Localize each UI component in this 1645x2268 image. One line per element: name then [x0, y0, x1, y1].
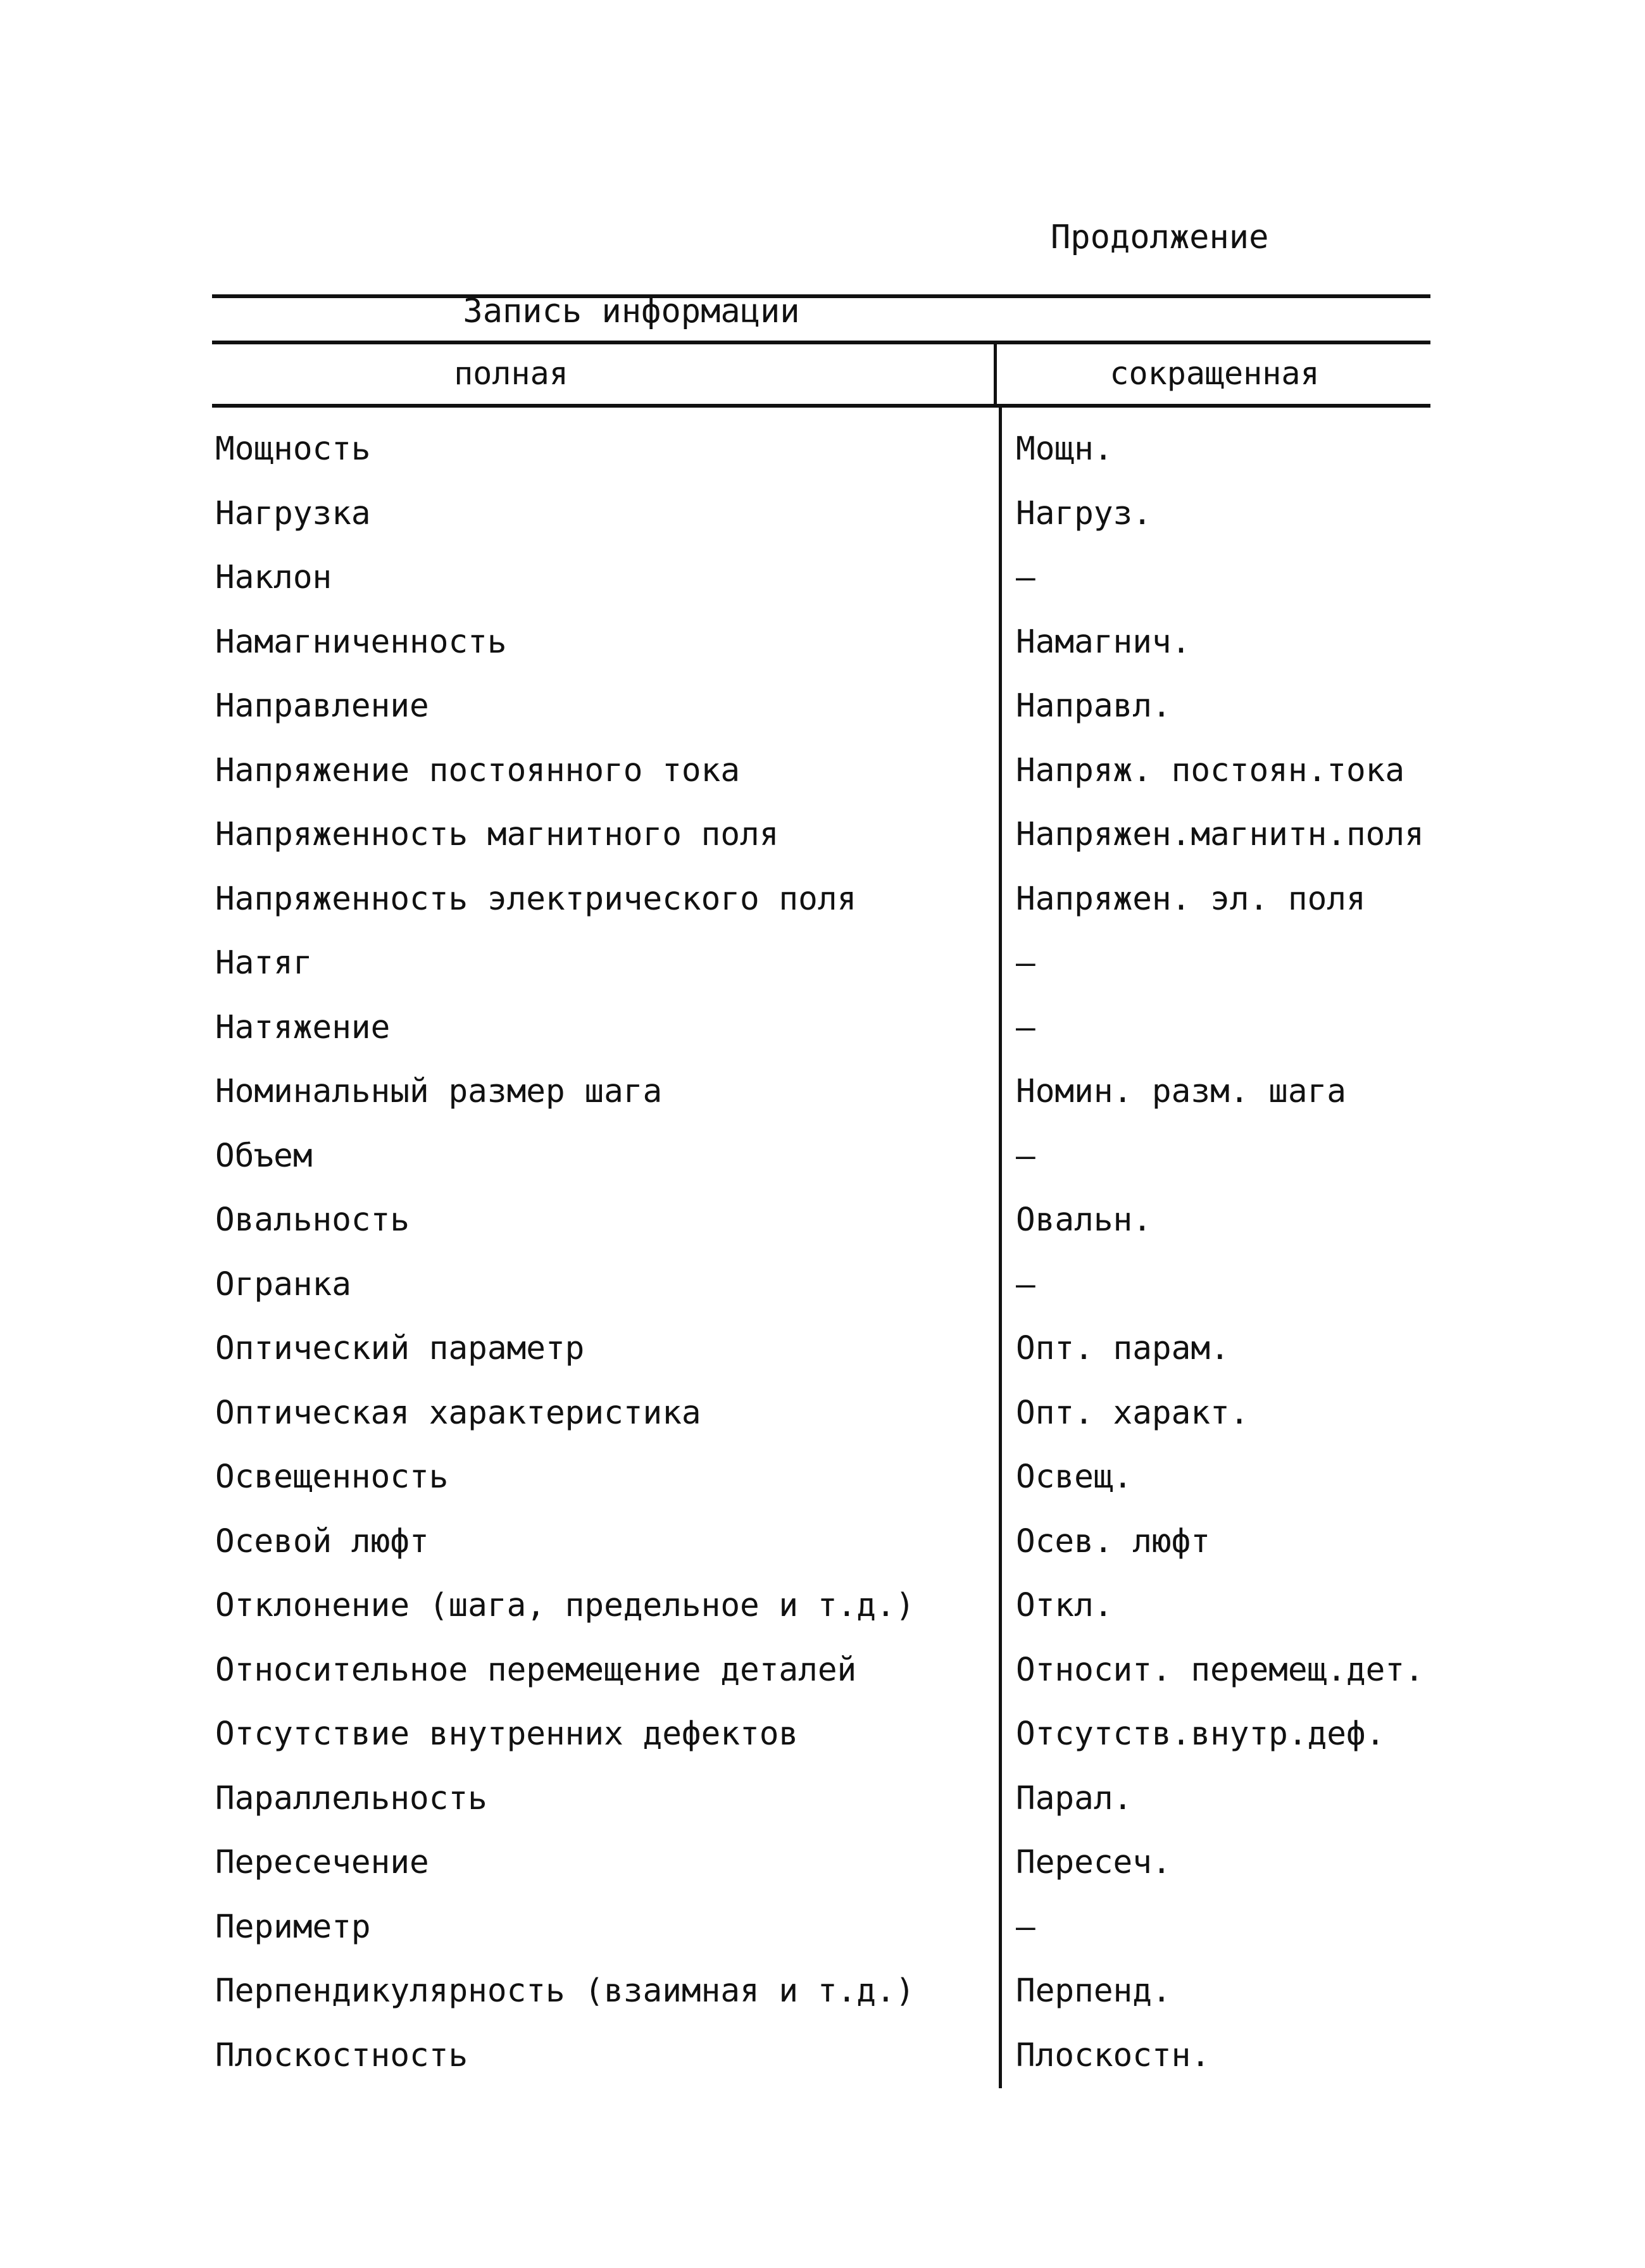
table-row	[0, 430, 1645, 495]
table-row	[0, 1780, 1645, 1845]
table-row	[0, 1458, 1645, 1523]
cell-full: Напряженность электрического поля	[215, 880, 857, 918]
cell-full: Оптический параметр	[215, 1330, 585, 1367]
cell-short: Парал.	[1016, 1779, 1133, 1817]
table-row	[0, 1394, 1645, 1459]
table-row	[0, 1201, 1645, 1266]
cell-full: Натяг	[215, 944, 313, 982]
cell-full: Направление	[215, 687, 429, 725]
table-body	[0, 430, 1645, 2101]
cell-short: Напряж. постоян.тока	[1016, 751, 1405, 789]
table-row	[0, 495, 1645, 560]
header-column-divider	[994, 341, 997, 408]
table-row	[0, 1073, 1645, 1137]
cell-short: –	[1016, 944, 1035, 982]
table-caption: Запись информации	[463, 292, 800, 330]
cell-full: Параллельность	[215, 1779, 487, 1817]
cell-full: Напряженность магнитного поля	[215, 816, 779, 853]
cell-full: Огранка	[215, 1265, 351, 1303]
cell-short: –	[1016, 1908, 1035, 1946]
caption-divider-rule	[212, 341, 1430, 344]
table-row	[0, 1266, 1645, 1331]
cell-short: Номин. разм. шага	[1016, 1073, 1346, 1110]
table-row	[0, 687, 1645, 752]
cell-short: Осев. люфт	[1016, 1522, 1211, 1560]
table-row	[0, 1137, 1645, 1202]
cell-short: –	[1016, 1137, 1035, 1175]
table-row	[0, 1651, 1645, 1716]
cell-short: Пересеч.	[1016, 1844, 1172, 1881]
table-row	[0, 880, 1645, 945]
cell-full: Намагниченность	[215, 623, 507, 661]
column-header-short: сокращенная	[1110, 355, 1320, 392]
cell-short: Напряжен. эл. поля	[1016, 880, 1366, 918]
table-row	[0, 2037, 1645, 2102]
cell-short: Овальн.	[1016, 1201, 1152, 1239]
cell-short: –	[1016, 1265, 1035, 1303]
cell-short: Перпенд.	[1016, 1972, 1172, 2010]
cell-short: –	[1016, 559, 1035, 596]
cell-short: Отсутств.внутр.деф.	[1016, 1715, 1385, 1753]
cell-full: Объем	[215, 1137, 313, 1175]
table-row	[0, 1908, 1645, 1973]
cell-full: Отсутствие внутренних дефектов	[215, 1715, 799, 1753]
cell-short: Освещ.	[1016, 1458, 1133, 1496]
cell-short: Плоскостн.	[1016, 2036, 1211, 2074]
cell-short: Опт. характ.	[1016, 1394, 1249, 1432]
cell-full: Оптическая характеристика	[215, 1394, 701, 1432]
cell-full: Освещенность	[215, 1458, 449, 1496]
table-row	[0, 816, 1645, 880]
cell-short: Напряжен.магнитн.поля	[1016, 816, 1424, 853]
table-row	[0, 1972, 1645, 2037]
header-bottom-rule	[212, 404, 1430, 408]
cell-full: Мощность	[215, 430, 371, 468]
cell-short: Опт. парам.	[1016, 1330, 1230, 1367]
table-row	[0, 752, 1645, 817]
table-row	[0, 559, 1645, 623]
cell-short: Направл.	[1016, 687, 1172, 725]
cell-short: Намагнич.	[1016, 623, 1191, 661]
cell-short: Откл.	[1016, 1587, 1113, 1624]
cell-full: Нагрузка	[215, 494, 371, 532]
cell-short: Нагруз.	[1016, 494, 1152, 532]
continuation-label: Продолжение	[1051, 218, 1269, 256]
cell-full: Отклонение (шага, предельное и т.д.)	[215, 1587, 915, 1624]
cell-full: Периметр	[215, 1908, 371, 1946]
table-row	[0, 944, 1645, 1009]
table-row	[0, 1009, 1645, 1074]
table-row	[0, 623, 1645, 688]
table-row	[0, 1330, 1645, 1394]
cell-full: Перпендикулярность (взаимная и т.д.)	[215, 1972, 915, 2010]
cell-full: Номинальный размер шага	[215, 1073, 663, 1110]
cell-full: Пересечение	[215, 1844, 429, 1881]
cell-full: Натяжение	[215, 1008, 391, 1046]
cell-full: Напряжение постоянного тока	[215, 751, 741, 789]
cell-short: Мощн.	[1016, 430, 1113, 468]
table-row	[0, 1587, 1645, 1651]
cell-full: Осевой люфт	[215, 1522, 429, 1560]
cell-short: Относит. перемещ.дет.	[1016, 1651, 1424, 1689]
cell-full: Наклон	[215, 559, 332, 596]
table-row	[0, 1844, 1645, 1908]
cell-full: Плоскостность	[215, 2036, 468, 2074]
cell-full: Овальность	[215, 1201, 410, 1239]
cell-short: –	[1016, 1008, 1035, 1046]
table-row	[0, 1715, 1645, 1780]
cell-full: Относительное перемещение деталей	[215, 1651, 857, 1689]
column-header-full: полная	[454, 355, 568, 392]
table-row	[0, 1523, 1645, 1588]
